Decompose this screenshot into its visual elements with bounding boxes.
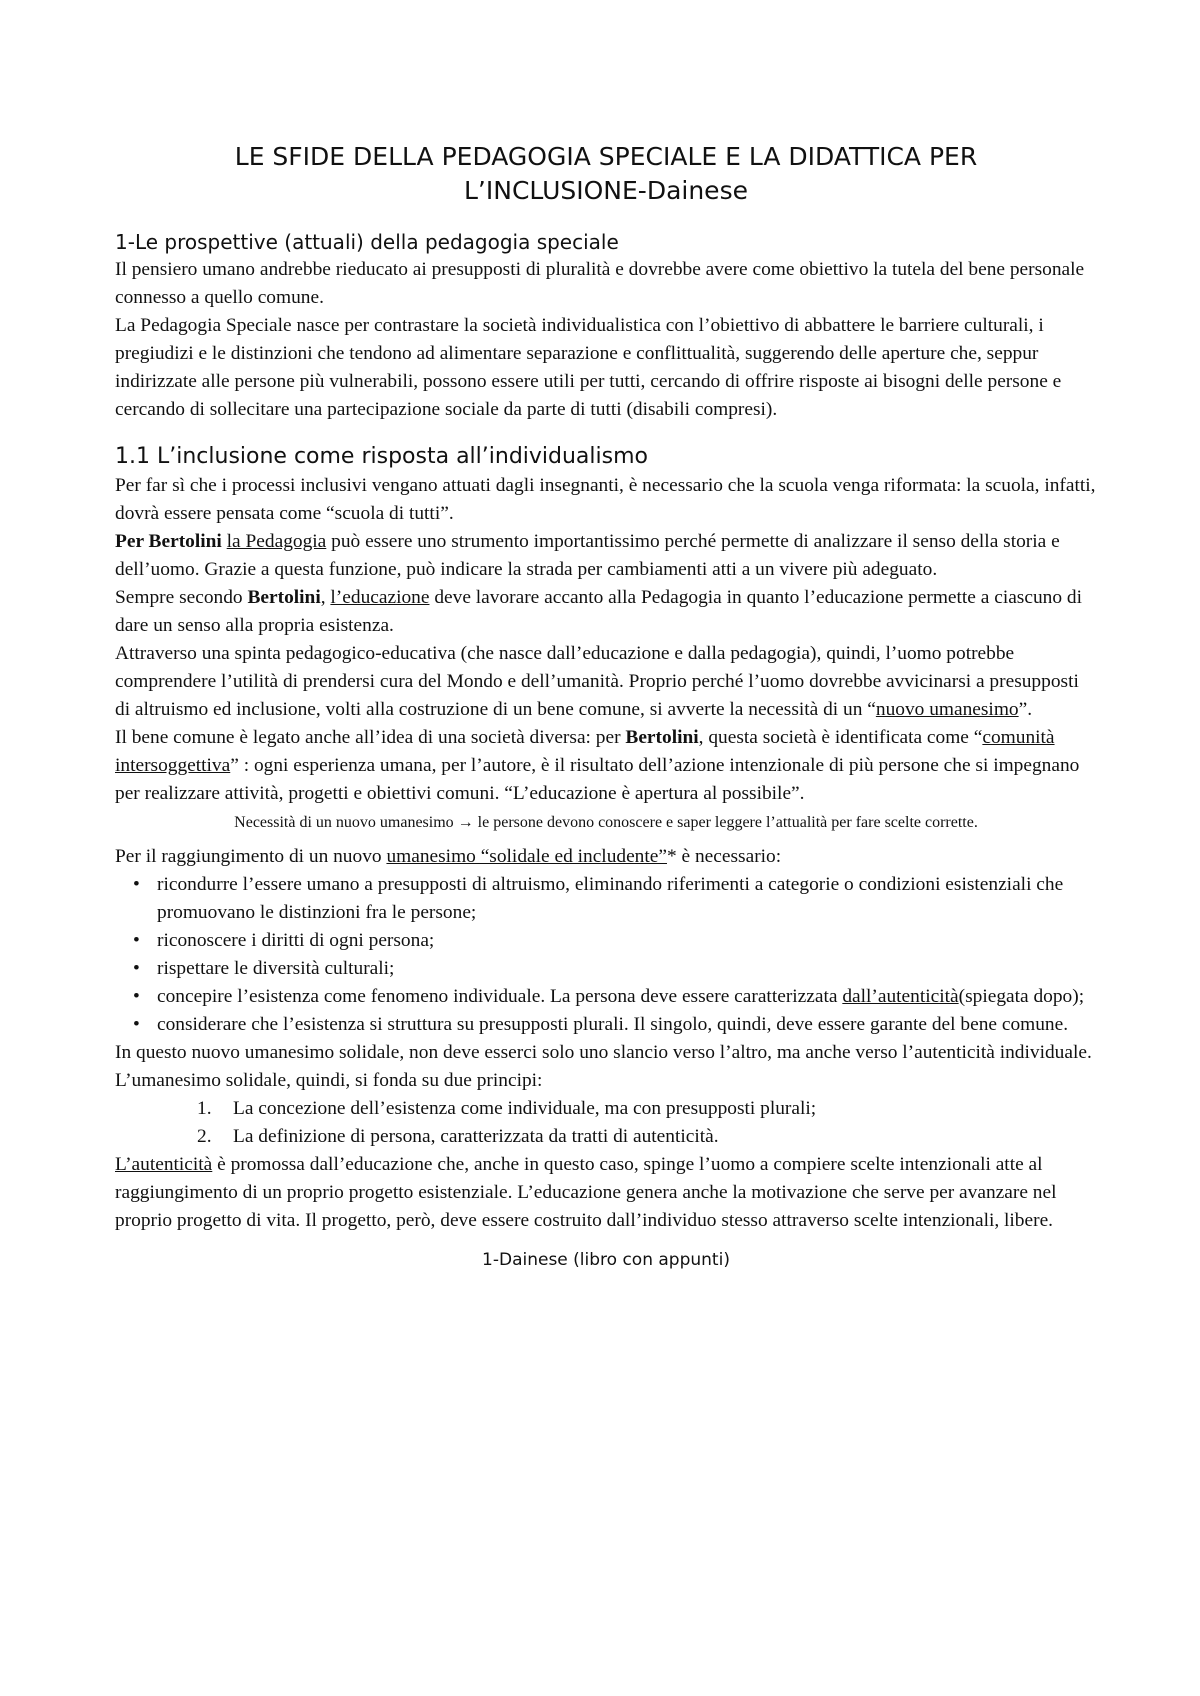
list-item-text: considerare che l’esistenza si struttura su presupposti plurali. Il singolo, quindi, deve essere garante del bene comune. [157,1014,1069,1035]
section-2-paragraph-2 [115,528,1097,584]
list-item [133,1011,1097,1039]
nuovo-umanesimo-underline: nuovo umanesimo [875,699,1019,720]
section-2-paragraph-3 [115,584,1097,640]
bertolini-bold: Per Bertolini [115,531,222,552]
title-line-1: LE SFIDE DELLA PEDAGOGIA SPECIALE E LA DIDATTICA PER [234,142,978,171]
paragraph-3-rest: deve lavorare accanto alla Pedagogia in quanto l’educazione permette a ciascuno di dare un senso alla propria esistenza. [115,587,1082,636]
paragraph-3-text-a: Sempre secondo [115,587,248,608]
list-item [133,983,1097,1011]
bertolini-bold: Bertolini [247,587,321,608]
item-number: 1. [197,1098,212,1119]
section-2-paragraph-5 [115,724,1097,808]
numbered-item-text: La concezione dell’esistenza come individuale, ma con presupposti plurali; [233,1098,817,1119]
educazione-underline: l’educazione [330,587,430,608]
section-1-paragraph-2: La Pedagogia Speciale nasce per contrastare la società individualistica con l’obiettivo di abbattere le barriere culturali, i pregiudizi e le distinzioni che tendono ad alimentare separazione e conflittualità, suggerendo delle aperture che, seppur indirizzate alle persone più vulnerabili, possono essere utili per tutti, cercando di offrire risposte ai bisogni delle persone e cercando di sollecitare una partecipazione sociale da parte di tutti (disabili compresi). [115,315,1062,420]
paragraph-6-text-b: * è necessario: [666,846,782,867]
numbered-item [197,1123,1097,1151]
numbered-list [115,1095,1097,1151]
item-number: 2. [197,1126,212,1147]
umanesimo-solidale-underline: umanesimo “solidale ed includente” [386,846,667,867]
comunita-underline: comunità intersoggettiva [115,727,1055,776]
section-1-heading: 1-Le prospettive (attuali) della pedagogia speciale [115,230,619,254]
paragraph-2-rest: può essere uno strumento importantissimo perché permette di analizzare il senso della storia e dell’uomo. Grazie a questa funzione, può indicare la strada per cambiamenti atti a un vivere più adeguato. [115,531,1060,580]
list-item [133,955,1097,983]
list-item-text: concepire l’esistenza come fenomeno individuale. La persona deve essere caratterizzata [157,986,843,1007]
bullet-list [115,871,1097,1039]
bullet-icon: • [133,1014,140,1035]
list-item-text-b: (spiegata dopo); [958,986,1085,1007]
paragraph-5-text-b: , questa società è identificata come “ [698,727,983,748]
autenticita-underline: dall’autenticità [842,986,959,1007]
section-2-paragraph-6 [115,843,1097,871]
section-2-heading: 1.1 L’inclusione come risposta all’individualismo [115,444,648,469]
section-2-paragraph-7: In questo nuovo umanesimo solidale, non deve esserci solo uno slancio verso l’altro, ma anche verso l’autenticità individuale. L’umanesimo solidale, quindi, si fonda su due principi: [115,1042,1092,1091]
list-item-text: ricondurre l’essere umano a presupposti di altruismo, eliminando riferimenti a categorie o condizioni esistenziali che promuovano le distinzioni fra le persone; [157,874,1064,923]
bullet-icon: • [133,874,140,895]
paragraph-5-text-c: ” : ogni esperienza umana, per l’autore, è il risultato dell’azione intenzionale di più persone che si impegnano per realizzare attività, progetti e obiettivi comuni. “L’educazione è apertura al possibile”. [115,755,1080,804]
bullet-icon: • [133,986,140,1007]
section-2-paragraph-1: Per far sì che i processi inclusivi vengano attuati dagli insegnanti, è necessario che la scuola venga riformata: la scuola, infatti, dovrà essere pensata come “scuola di tutti”. [115,475,1096,524]
bullet-icon: • [133,930,140,951]
pedagogia-underline: la Pedagogia [226,531,327,552]
title-line-2: L’INCLUSIONE-Dainese [464,176,748,205]
list-item [133,927,1097,955]
numbered-item [197,1095,1097,1123]
list-item [133,871,1097,927]
paragraph-3-text-b: , [320,587,331,608]
page-footer: 1-Dainese (libro con appunti) [482,1250,730,1270]
paragraph-5-text-a: Il bene comune è legato anche all’idea di una società diversa: per [115,727,626,748]
paragraph-4-text-a: Attraverso una spinta pedagogico-educativa (che nasce dall’educazione e dalla pedagogia), quindi, l’uomo potrebbe comprendere l’utilità di prendersi cura del Mondo e dell’umanità. Proprio perché l’uomo dovrebbe avvicinarsi a presupposti di altruismo ed inclusione, volti alla costruzione di un bene comune, si avverte la necessità di un “ [115,643,1079,720]
document-title [115,140,1097,208]
paragraph-4-text-b: ”. [1018,699,1033,720]
section-2-paragraph-4 [115,640,1097,724]
paragraph-6-text-a: Per il raggiungimento di un nuovo [115,846,387,867]
paragraph-8-rest: è promossa dall’educazione che, anche in questo caso, spinge l’uomo a compiere scelte intenzionali atte al raggiungimento di un proprio progetto esistenziale. L’educazione genera anche la motivazione che serve per avanzare nel proprio progetto di vita. Il progetto, però, deve essere costruito dall’individuo stesso attraverso scelte intenzionali, libere. [115,1154,1057,1231]
list-item-text: riconoscere i diritti di ogni persona; [157,930,435,951]
numbered-item-text: La definizione di persona, caratterizzata da tratti di autenticità. [233,1126,719,1147]
autenticita-underline: L’autenticità [115,1154,213,1175]
bullet-icon: • [133,958,140,979]
list-item-text: rispettare le diversità culturali; [157,958,395,979]
bertolini-bold: Bertolini [625,727,699,748]
document-content [115,140,1097,1273]
section-1-paragraph-1: Il pensiero umano andrebbe rieducato ai presupposti di pluralità e dovrebbe avere come obiettivo la tutela del bene personale connesso a quello comune. [115,259,1085,308]
section-2-paragraph-8 [115,1151,1097,1235]
centered-note: Necessità di un nuovo umanesimo → le persone devono conoscere e saper leggere l’attualità per fare scelte corrette. [234,814,978,831]
